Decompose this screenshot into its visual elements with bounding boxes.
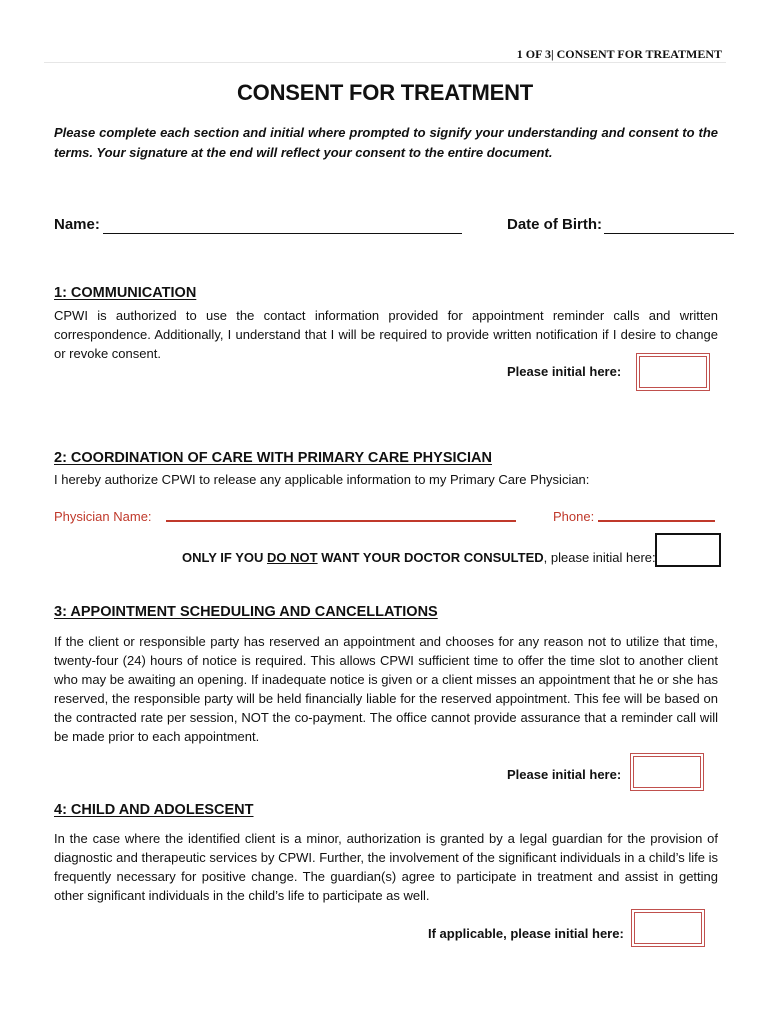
- physician-name-field[interactable]: [166, 520, 516, 522]
- section-child-heading: 4: CHILD AND ADOLESCENT: [54, 802, 254, 818]
- child-initial-label: If applicable, please initial here:: [428, 926, 624, 941]
- phone-field[interactable]: [598, 520, 715, 522]
- child-initial-box[interactable]: [631, 909, 705, 947]
- consult-middle: WANT YOUR DOCTOR CONSULTED: [317, 550, 544, 565]
- consult-prefix: ONLY IF YOU: [182, 550, 268, 565]
- section-communication-heading: 1: COMMUNICATION: [54, 285, 197, 301]
- communication-initial-label: Please initial here:: [507, 364, 622, 379]
- dob-field[interactable]: [604, 233, 734, 234]
- page-header-reference: 1 OF 3| CONSENT FOR TREATMENT: [516, 47, 722, 61]
- section-communication-body: CPWI is authorized to use the contact information provided for appointment reminder calls and written correspondence. Additionally, I understand that I will be required to provide written notification if I desire to change or revoke consent.: [54, 308, 718, 361]
- name-label: Name:: [54, 216, 100, 233]
- name-field[interactable]: [103, 233, 462, 234]
- section-child-body: In the case where the identified client is a minor, authorization is granted by a legal guardian for the provision of diagnostic and therapeutic services by CPWI. Further, the involvement of the significant individuals in a child’s life is frequently necessary for positive change. The guardian(s) agree to participate in treatment and assist in getting other significant individuals in the child’s life to participate as well.: [54, 831, 718, 903]
- phone-label: Phone:: [553, 509, 595, 524]
- section-scheduling-heading: 3: APPOINTMENT SCHEDULING AND CANCELLATIONS: [54, 604, 438, 620]
- section-scheduling-body: If the client or responsible party has reserved an appointment and chooses for any reason not to utilize that time, twenty-four (24) hours of notice is required. This allows CPWI sufficient time to offer the time slot to another client who may be awaiting an opening. If inadequate notice is given or a client misses an appointment that he or she has reserved, the responsible party will be held financially liable for the reserved appointment. This fee will be based on the contracted rate per session, NOT the co-payment. The office cannot provide assurance that a reminder call will be made prior to each appointment.: [54, 634, 718, 744]
- communication-initial-box[interactable]: [636, 353, 710, 391]
- scheduling-initial-box[interactable]: [630, 753, 704, 791]
- dob-label: Date of Birth:: [507, 216, 602, 233]
- consult-emphasis: DO NOT: [267, 550, 318, 565]
- consult-suffix: , please initial here:: [543, 550, 656, 565]
- scheduling-initial-label: Please initial here:: [507, 767, 622, 782]
- doctor-consult-initial-box[interactable]: [655, 533, 721, 567]
- header-divider: [44, 62, 726, 63]
- section-coordination-heading: 2: COORDINATION OF CARE WITH PRIMARY CARE PHYSICIAN: [54, 450, 492, 466]
- physician-name-label: Physician Name:: [54, 509, 152, 524]
- intro-instructions: Please complete each section and initial where prompted to signify your understanding and consent to the terms. Your signature at the end will reflect your consent to the entire document.: [54, 125, 718, 160]
- document-title: CONSENT FOR TREATMENT: [236, 80, 534, 105]
- doctor-consult-opt-out-label: [182, 550, 656, 565]
- section-coordination-body: I hereby authorize CPWI to release any applicable information to my Primary Care Physician:: [54, 472, 590, 487]
